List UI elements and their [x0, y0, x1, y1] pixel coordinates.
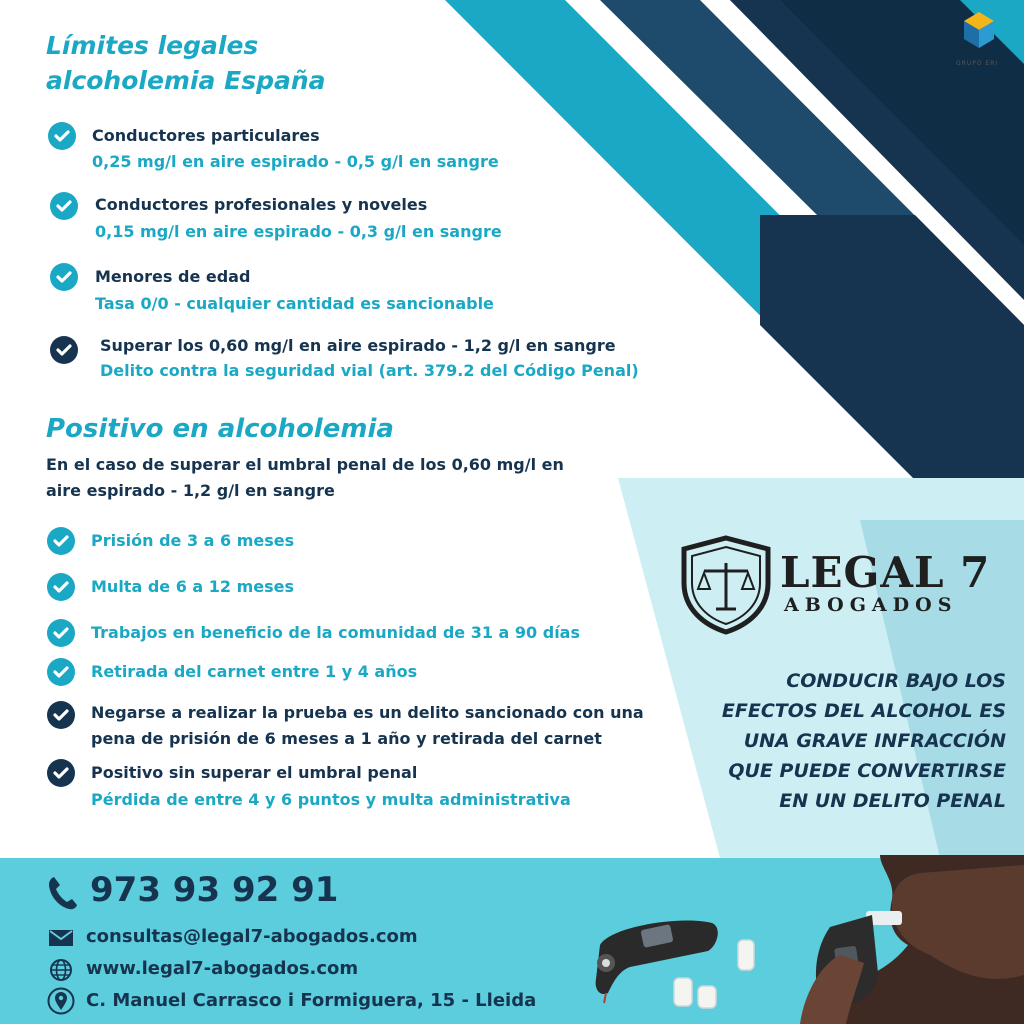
limit-detail: Delito contra la seguridad vial (art. 379.2 del Código Penal): [100, 361, 639, 380]
check-icon: [47, 527, 75, 555]
check-icon: [50, 263, 78, 291]
phone-number[interactable]: 973 93 92 91: [90, 870, 339, 910]
mouthpiece-image: [735, 938, 757, 972]
penalty-item-line2: Pérdida de entre 4 y 6 puntos y multa administrativa: [91, 790, 571, 809]
page-title: [46, 28, 326, 98]
mouthpiece-image: [672, 972, 720, 1012]
limit-detail: 0,25 mg/l en aire espirado - 0,5 g/l en sangre: [92, 152, 499, 171]
limit-title: Menores de edad: [95, 267, 251, 286]
slogan-line: QUE PUEDE CONVERTIRSE: [728, 760, 1006, 782]
intro-line-2: aire espirado - 1,2 g/l en sangre: [46, 481, 335, 500]
penalty-item: Positivo sin superar el umbral penal: [91, 763, 418, 782]
check-icon: [50, 192, 78, 220]
penalty-item: Negarse a realizar la prueba es un delito sancionado con una: [91, 703, 644, 722]
slogan-line: UNA GRAVE INFRACCIÓN: [743, 730, 1006, 752]
email-link[interactable]: consultas@legal7-abogados.com: [86, 926, 418, 947]
check-icon: [48, 122, 76, 150]
limit-title: Conductores particulares: [92, 126, 320, 145]
mail-icon: [48, 929, 74, 947]
slogan-line: CONDUCIR BAJO LOS: [786, 670, 1006, 692]
location-pin-icon: [47, 986, 75, 1016]
corner-logo: [962, 10, 996, 50]
phone-icon: [46, 874, 80, 912]
penalty-item-line2: pena de prisión de 6 meses a 1 año y retirada del carnet: [91, 729, 602, 748]
penalty-item: Trabajos en beneficio de la comunidad de 31 a 90 días: [91, 623, 580, 642]
section-intro: [46, 452, 564, 504]
limit-title: Conductores profesionales y noveles: [95, 195, 428, 214]
intro-line-1: En el caso de superar el umbral penal de los 0,60 mg/l en: [46, 455, 564, 474]
globe-icon: [49, 958, 73, 982]
penalty-item: Prisión de 3 a 6 meses: [91, 531, 295, 550]
limit-title: Superar los 0,60 mg/l en aire espirado - 1,2 g/l en sangre: [100, 336, 616, 355]
brand-name: LEGAL 7: [780, 548, 991, 597]
check-icon: [47, 701, 75, 729]
corner-logo-text: GRUPO ERI: [956, 60, 999, 67]
brand-subtitle: ABOGADOS: [784, 594, 958, 616]
limit-detail: 0,15 mg/l en aire espirado - 0,3 g/l en sangre: [95, 222, 502, 241]
title-line-1: Límites legales: [46, 31, 259, 60]
check-icon: [47, 759, 75, 787]
website-link[interactable]: www.legal7-abogados.com: [86, 958, 359, 979]
limit-detail: Tasa 0/0 - cualquier cantidad es sancionable: [95, 294, 494, 313]
check-icon: [47, 619, 75, 647]
check-icon: [47, 658, 75, 686]
slogan-line: EFECTOS DEL ALCOHOL ES: [721, 700, 1006, 722]
slogan: [676, 666, 1006, 816]
check-icon: [47, 573, 75, 601]
section-title: Positivo en alcoholemia: [46, 414, 394, 444]
slogan-line: EN UN DELITO PENAL: [779, 790, 1006, 812]
check-icon: [50, 336, 78, 364]
shield-scale-icon: [680, 535, 772, 635]
man-with-breathalyzer-image: [780, 855, 1024, 1024]
penalty-item: Multa de 6 a 12 meses: [91, 577, 295, 596]
penalty-item: Retirada del carnet entre 1 y 4 años: [91, 662, 418, 681]
address-text: C. Manuel Carrasco i Formiguera, 15 - Lleida: [86, 990, 537, 1011]
title-line-2: alcoholemia España: [46, 66, 326, 95]
